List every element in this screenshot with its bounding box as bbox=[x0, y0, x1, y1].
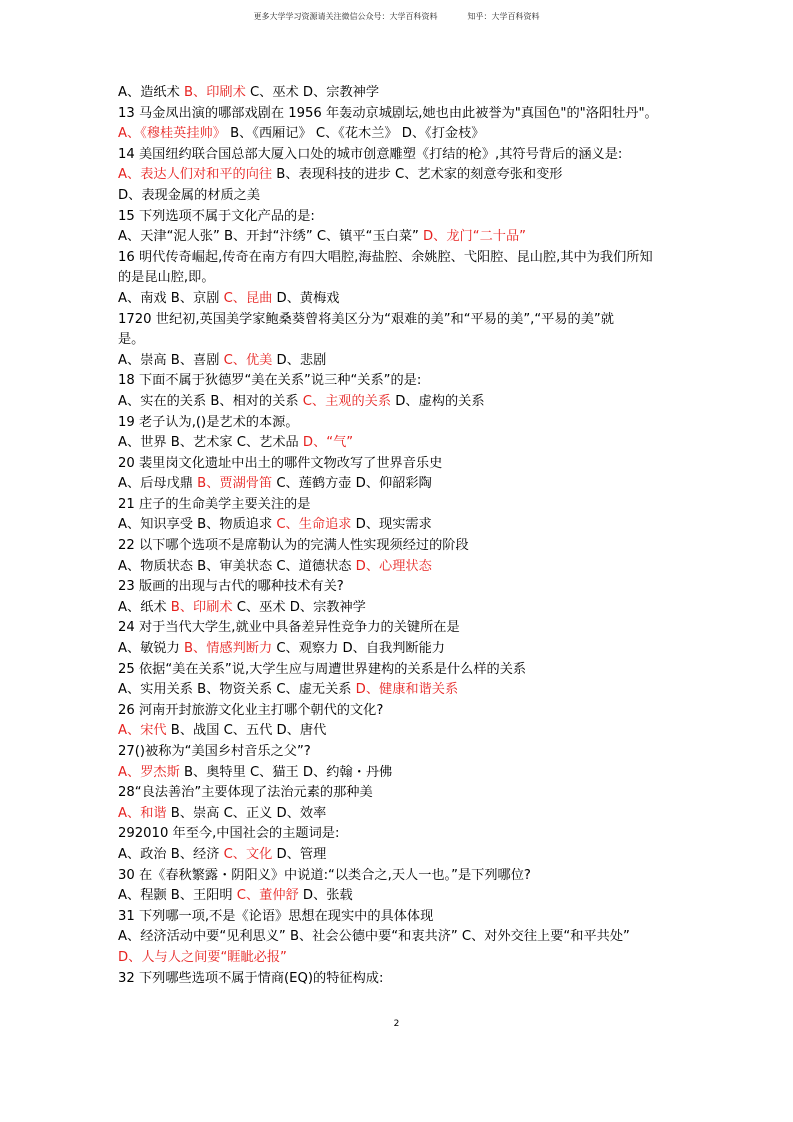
text-line bbox=[118, 907, 678, 928]
text-line bbox=[118, 330, 678, 351]
text-segment: 15 下列选项不属于文化产品的是: bbox=[118, 208, 315, 224]
text-line bbox=[118, 927, 678, 948]
text-line bbox=[118, 598, 678, 619]
text-line bbox=[118, 454, 678, 475]
text-line bbox=[118, 145, 678, 166]
text-segment: B、崇高 C、正义 D、效率 bbox=[166, 805, 327, 821]
text-line bbox=[118, 310, 678, 331]
text-segment: D、表现金属的材质之美 bbox=[118, 187, 261, 203]
text-segment: 292010 年至今,中国社会的主题词是: bbox=[118, 826, 340, 842]
text-segment: A、南戏 B、京剧 bbox=[118, 290, 224, 306]
text-segment: B、奥特里 C、猫王 D、约翰・丹佛 bbox=[179, 764, 393, 780]
text-line bbox=[118, 639, 678, 660]
question-list bbox=[118, 83, 678, 989]
page-header bbox=[0, 11, 793, 22]
text-segment: 31 下列哪一项,不是《论语》思想在现实中的具体体现 bbox=[118, 908, 434, 924]
text-segment: 16 明代传奇崛起,传奇在南方有四大唱腔,海盐腔、余姚腔、弋阳腔、昆山腔,其中为我们所知 bbox=[118, 249, 653, 265]
text-line bbox=[118, 83, 678, 104]
text-line bbox=[118, 866, 678, 887]
text-line bbox=[118, 536, 678, 557]
text-segment: 14 美国纽约联合国总部大厦入口处的城市创意雕塑《打结的枪》,其符号背后的涵义是: bbox=[118, 146, 623, 162]
text-line bbox=[118, 165, 678, 186]
text-segment: A、造纸术 bbox=[118, 85, 184, 100]
text-line bbox=[118, 186, 678, 207]
text-line bbox=[118, 515, 678, 536]
correct-answer: D、健康和谐关系 bbox=[355, 682, 459, 698]
text-segment: 28“良法善治”主要体现了法治元素的那种美 bbox=[118, 785, 373, 801]
text-segment: 20 裴里岗文化遗址中出土的哪件文物改写了世界音乐史 bbox=[118, 455, 443, 471]
text-line bbox=[118, 948, 678, 969]
correct-answer: B、情感判断力 bbox=[183, 641, 273, 657]
text-line bbox=[118, 721, 678, 742]
text-line bbox=[118, 392, 678, 413]
text-segment: 30 在《春秋繁露・阴阳义》中说道:“以类合之,天人一也。”是下列哪位? bbox=[118, 867, 531, 883]
correct-answer: C、优美 bbox=[223, 352, 273, 368]
text-line bbox=[118, 474, 678, 495]
text-segment: A、程颢 B、王阳明 bbox=[118, 888, 237, 904]
text-line bbox=[118, 413, 678, 434]
text-segment: B、战国 C、五代 D、唐代 bbox=[166, 723, 327, 739]
text-line bbox=[118, 557, 678, 578]
text-segment: D、虚构的关系 bbox=[391, 393, 485, 409]
text-segment: A、经济活动中要“见利思义” B、社会公德中要“和衷共济” C、对外交往上要“和平共处” bbox=[118, 929, 630, 945]
text-segment: A、崇高 B、喜剧 bbox=[118, 352, 224, 368]
text-segment: 32 下列哪些选项不属于情商(EQ)的特征构成: bbox=[118, 970, 384, 986]
text-segment: A、敏锐力 bbox=[118, 641, 184, 657]
text-segment: C、巫术 D、宗教神学 bbox=[245, 85, 380, 100]
text-line bbox=[118, 433, 678, 454]
text-segment: D、黄梅戏 bbox=[272, 290, 340, 306]
text-segment: C、莲鹤方壶 D、仰韶彩陶 bbox=[272, 476, 432, 492]
text-segment: D、管理 bbox=[272, 846, 327, 862]
text-line bbox=[118, 618, 678, 639]
correct-answer: A、罗杰斯 bbox=[118, 764, 180, 780]
header-wechat-text: 更多大学学习资源请关注微信公众号：大学百科资料 bbox=[253, 12, 438, 21]
text-line bbox=[118, 763, 678, 784]
text-line bbox=[118, 969, 678, 990]
correct-answer: B、贾湖骨笛 bbox=[197, 476, 273, 492]
text-line bbox=[118, 783, 678, 804]
text-line bbox=[118, 351, 678, 372]
correct-answer: C、昆曲 bbox=[223, 290, 273, 306]
text-segment: D、张载 bbox=[298, 888, 353, 904]
text-segment: 25 依据“美在关系”说,大学生应与周遭世界建构的关系是什么样的关系 bbox=[118, 661, 527, 677]
correct-answer: D、人与人之间要“睚眦必报” bbox=[118, 949, 287, 965]
text-line bbox=[118, 824, 678, 845]
text-line bbox=[118, 268, 678, 289]
text-line bbox=[118, 124, 678, 145]
text-segment: C、观察力 D、自我判断能力 bbox=[272, 641, 445, 657]
correct-answer: C、董仲舒 bbox=[236, 888, 299, 904]
correct-answer: C、主观的关系 bbox=[302, 393, 392, 409]
correct-answer: B、印刷术 bbox=[170, 599, 233, 615]
text-segment: A、实用关系 B、物资关系 C、虚无关系 bbox=[118, 682, 356, 698]
text-line bbox=[118, 845, 678, 866]
correct-answer: B、印刷术 bbox=[183, 85, 246, 100]
text-segment: 27()被称为“美国乡村音乐之父”? bbox=[118, 744, 311, 759]
text-segment: B、表现科技的进步 C、艺术家的刻意夸张和变形 bbox=[272, 167, 563, 183]
text-line bbox=[118, 248, 678, 269]
correct-answer: A、表达人们对和平的向往 bbox=[118, 167, 273, 183]
text-segment: A、后母戊鼎 bbox=[118, 476, 198, 492]
correct-answer: D、心理状态 bbox=[355, 558, 432, 574]
text-segment: 13 马金凤出演的哪部戏剧在 1956 年轰动京城剧坛,她也由此被誉为"真国色"的"洛阳牡丹"。 bbox=[118, 105, 658, 121]
text-segment: 的是昆山腔,即。 bbox=[118, 270, 215, 286]
correct-answer: C、生命追求 bbox=[276, 517, 352, 533]
text-segment: 24 对于当代大学生,就业中具备差异性竞争力的关键所在是 bbox=[118, 620, 460, 636]
text-line bbox=[118, 701, 678, 722]
text-segment: A、天津“泥人张” B、开封“汴绣” C、镇平“玉白菜” bbox=[118, 229, 424, 245]
text-line bbox=[118, 660, 678, 681]
text-line bbox=[118, 371, 678, 392]
text-segment: B、《西厢记》 C、《花木兰》 D、《打金枝》 bbox=[225, 126, 485, 142]
correct-answer: D、龙门“二十品” bbox=[423, 229, 526, 245]
correct-answer: C、文化 bbox=[223, 846, 273, 862]
text-line bbox=[118, 886, 678, 907]
text-segment: 18 下面不属于狄德罗“美在关系”说三种“关系”的是: bbox=[118, 373, 422, 389]
text-line bbox=[118, 742, 678, 763]
correct-answer: A、《穆桂英挂帅》 bbox=[118, 126, 226, 142]
text-line bbox=[118, 804, 678, 825]
text-segment: D、悲剧 bbox=[272, 352, 327, 368]
text-line bbox=[118, 227, 678, 248]
text-segment: 22 以下哪个选项不是席勒认为的完满人性实现须经过的阶段 bbox=[118, 538, 469, 554]
text-segment: 23 版画的出现与古代的哪种技术有关? bbox=[118, 579, 344, 595]
text-segment: C、巫术 D、宗教神学 bbox=[232, 599, 366, 615]
text-segment: 1720 世纪初,英国美学家鲍桑葵曾将美区分为“艰难的美”和“平易的美”,“平易的美”就 bbox=[118, 311, 614, 327]
text-segment: A、知识享受 B、物质追求 bbox=[118, 517, 277, 533]
text-line bbox=[118, 680, 678, 701]
text-line bbox=[118, 104, 678, 125]
text-segment: 是。 bbox=[118, 332, 145, 348]
text-line bbox=[118, 207, 678, 228]
text-segment: A、实在的关系 B、相对的关系 bbox=[118, 393, 303, 409]
text-segment: D、现实需求 bbox=[351, 517, 432, 533]
text-segment: A、纸术 bbox=[118, 599, 171, 615]
text-line bbox=[118, 289, 678, 310]
text-segment: A、政治 B、经济 bbox=[118, 846, 224, 862]
text-segment: A、物质状态 B、审美状态 C、道德状态 bbox=[118, 558, 356, 574]
text-line bbox=[118, 495, 678, 516]
text-line bbox=[118, 577, 678, 598]
text-segment: 19 老子认为,()是艺术的本源。 bbox=[118, 414, 299, 430]
page-number: 2 bbox=[393, 1019, 400, 1029]
text-segment: 26 河南开封旅游文化业主打哪个朝代的文化? bbox=[118, 702, 384, 718]
correct-answer: D、“气” bbox=[302, 435, 354, 451]
header-zhihu-text: 知乎：大学百科资料 bbox=[467, 12, 540, 21]
correct-answer: A、宋代 bbox=[118, 723, 167, 739]
correct-answer: A、和谐 bbox=[118, 805, 167, 821]
text-segment: A、世界 B、艺术家 C、艺术品 bbox=[118, 435, 303, 451]
text-segment: 21 庄子的生命美学主要关注的是 bbox=[118, 496, 311, 512]
